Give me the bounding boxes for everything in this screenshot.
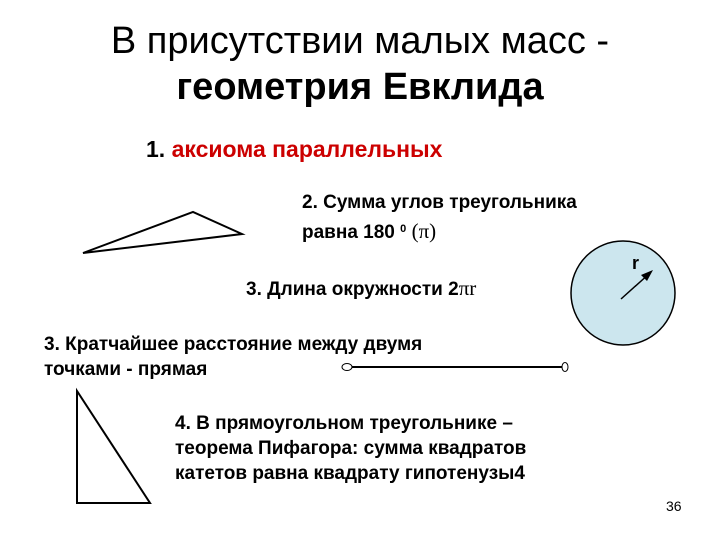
radius-label: r — [632, 253, 640, 273]
axiom-5-line-2: теорема Пифагора: сумма квадратов — [175, 438, 527, 459]
axiom-3-pi-r: πr — [458, 276, 477, 300]
axiom-1-number: 1. — [146, 136, 166, 162]
axiom-2-pi: (π) — [411, 219, 437, 243]
circle — [571, 241, 675, 345]
axiom-4-line-1: 3. Кратчайшее расстояние между двумя — [44, 334, 423, 355]
segment-end-point — [562, 363, 568, 372]
title-line-1: В присутствии малых масс - — [110, 20, 610, 62]
page-number: 36 — [666, 498, 682, 514]
axiom-1-text: аксиома параллельных — [171, 136, 443, 162]
axiom-2-line-1: 2. Сумма углов треугольника — [302, 192, 577, 213]
axiom-2-prefix: равна 180 — [302, 222, 395, 243]
axiom-3-prefix: 3. Длина окружности 2 — [246, 279, 459, 300]
right-triangle — [77, 391, 150, 503]
obtuse-triangle — [83, 212, 242, 253]
axiom-4-line-2: точками - прямая — [44, 359, 208, 380]
segment-start-point — [342, 364, 352, 371]
axiom-5-line-1: 4. В прямоугольном треугольнике – — [175, 413, 513, 434]
axiom-2-degree: 0 — [400, 223, 407, 235]
axiom-5-line-3: катетов равна квадрату гипотенузы4 — [175, 463, 525, 484]
title-line-2: геометрия Евклида — [176, 66, 544, 108]
